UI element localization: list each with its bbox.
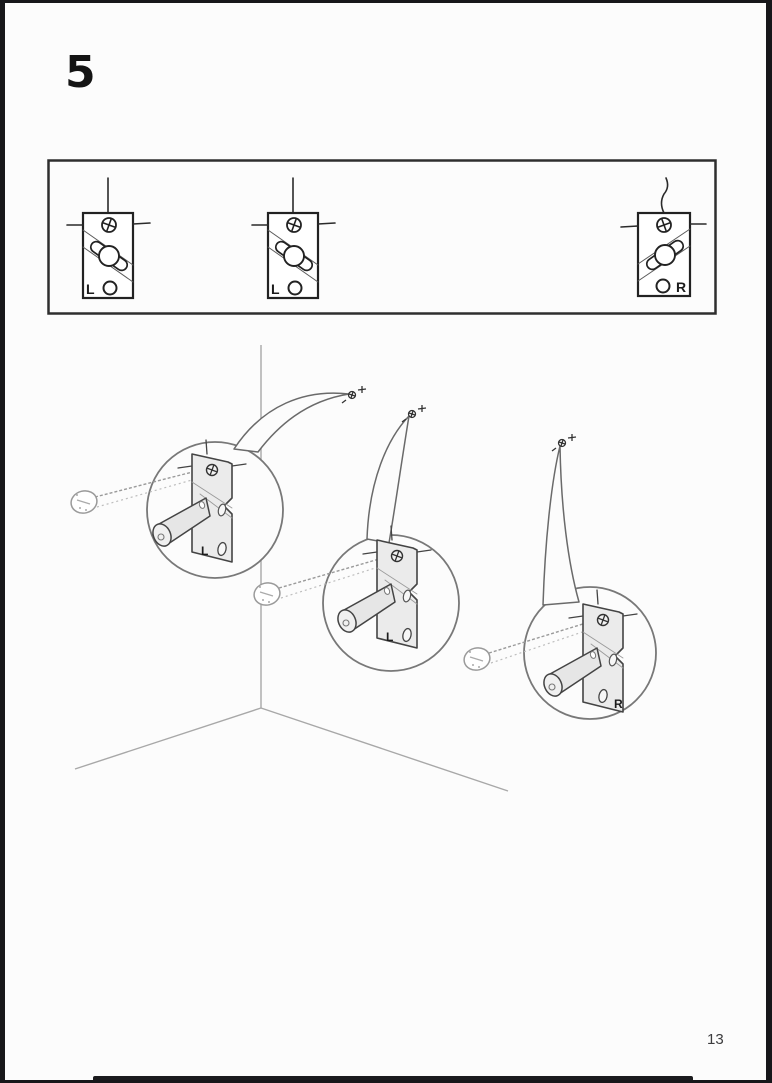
crosshair-right-tick	[133, 223, 150, 224]
crosshair-left-tick	[621, 226, 638, 227]
callout-tail-2	[367, 416, 409, 543]
page-number: 13	[707, 1031, 724, 1048]
crosshair-vertical-line	[662, 178, 668, 213]
bottom-hole	[104, 282, 117, 295]
phillips-screw-icon	[657, 218, 671, 232]
callout-letter: L	[201, 544, 209, 558]
screw-head-icon	[462, 645, 493, 673]
phillips-screw-icon	[392, 551, 403, 562]
photo-bottom-edge	[93, 1076, 693, 1080]
parts-panel-border	[49, 161, 716, 314]
bracket-front-left-2	[252, 178, 335, 298]
callout-letter: L	[386, 630, 394, 644]
callout-tail-3	[543, 446, 579, 605]
bottom-hole	[657, 280, 670, 293]
wall-screw-icon-2	[402, 405, 426, 422]
phillips-screw-icon	[598, 615, 609, 626]
phillips-screw-icon	[287, 218, 301, 232]
bottom-hole	[289, 282, 302, 295]
bracket-front-right	[621, 178, 706, 296]
screw-head-icon	[252, 580, 283, 608]
instruction-artwork	[5, 3, 772, 1083]
crosshair-right-tick	[318, 223, 335, 224]
wall-screw-icon-3	[552, 434, 576, 451]
callout-tail-1	[234, 393, 349, 452]
step-number: 5	[65, 47, 95, 98]
bracket-front-left-1	[67, 178, 150, 298]
phillips-screw-icon	[102, 218, 116, 232]
manual-page	[5, 3, 766, 1080]
screw-head-icon	[69, 488, 100, 516]
phillips-screw-icon	[207, 465, 218, 476]
bracket-letter: R	[676, 279, 687, 295]
bracket-letter: L	[86, 281, 95, 297]
callout-letter: R	[614, 697, 623, 711]
bracket-letter: L	[271, 281, 280, 297]
